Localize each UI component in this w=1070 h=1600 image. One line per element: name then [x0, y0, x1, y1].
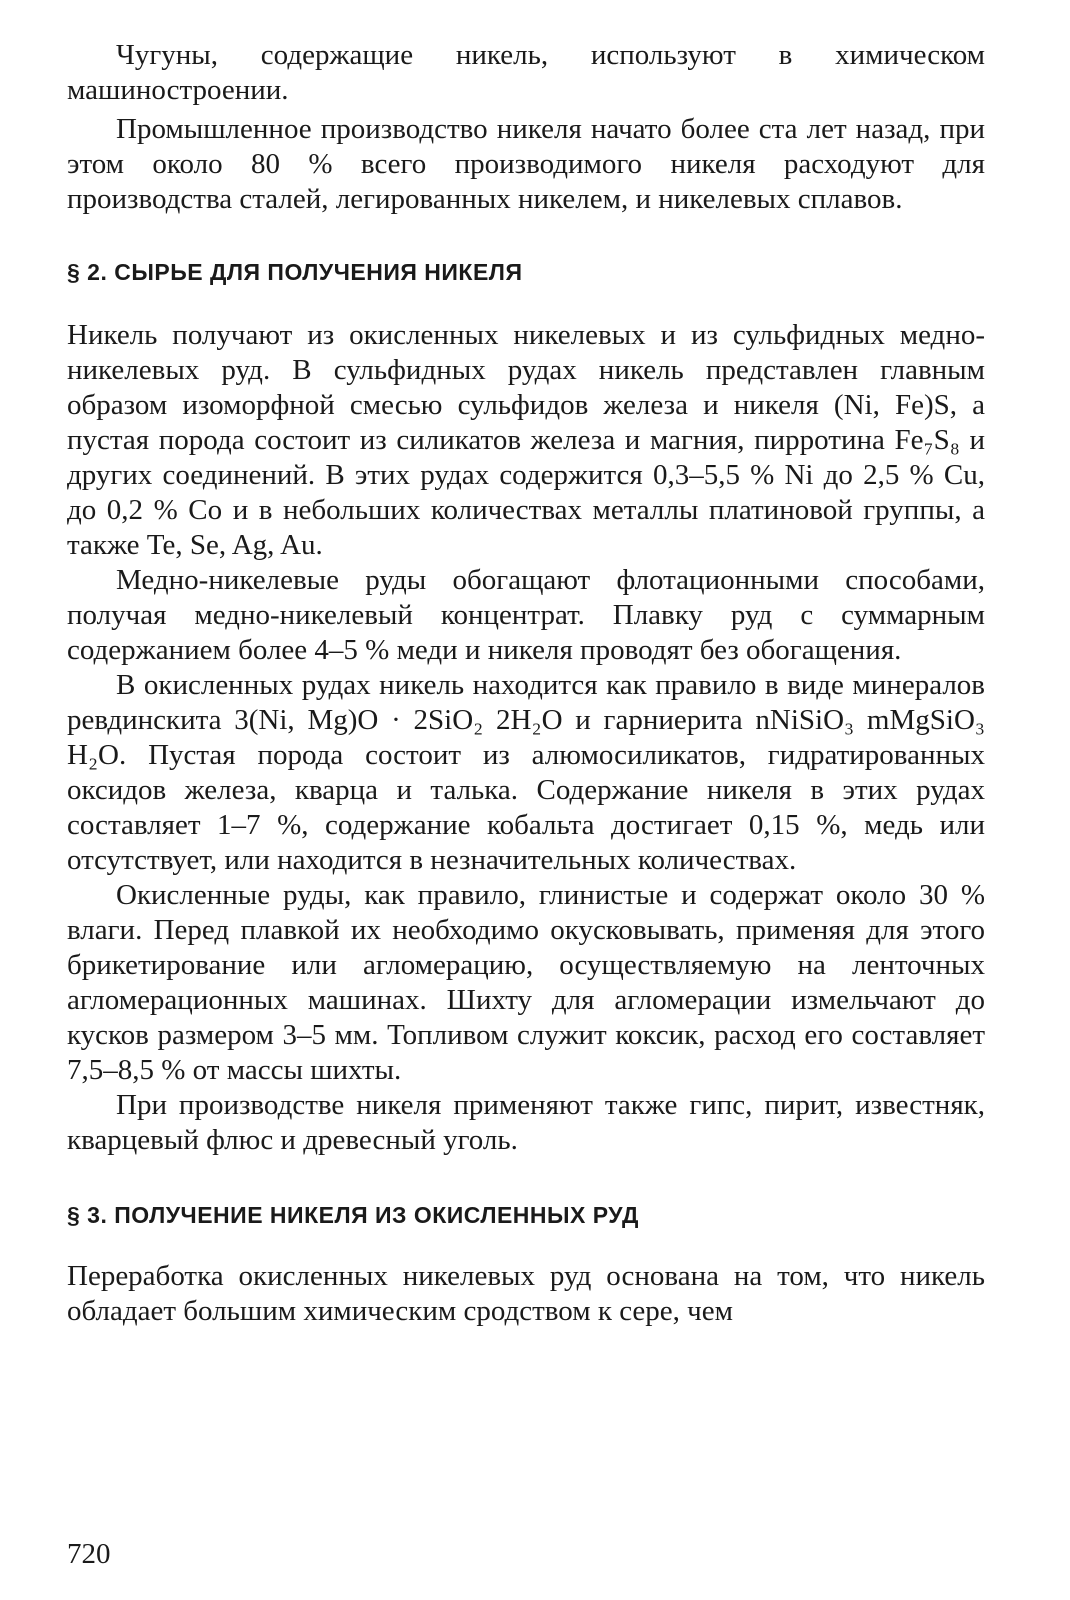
paragraph-cast-iron: Чугуны, содержащие никель, используют в химическом машиностроении. [67, 39, 985, 106]
paragraph-industrial-production: Промышленное производство никеля начато более ста лет назад, при этом около 80 % всего производимого никеля расходуют для производства сталей, легированных никелем, и никелевых сплавов. [67, 113, 985, 215]
paragraph-oxidized-ores: В окисленных рудах никель находится как правило в виде минералов ревдинскита 3(Ni, Mg)O · 2SiO₂ 2H₂O и гарниерита nNiSiO₃ mMgSiO₃ H₂O. Пустая порода состоит из алюмосиликатов, гидратированных оксидов железа, кварца и талька. Содержание никеля в этих рудах составляет 1–7 %, содержание кобальта достигает 0,15 %, медь или отсутствует, или находится в незначительных количествах. [67, 669, 985, 876]
paragraph-ores: Никель получают из окисленных никелевых и из сульфидных медно-никелевых руд. В сульфидных рудах никель представлен главным образом изоморфной смесью сульфидов железа и никеля (Ni, Fe)S, а пустая порода состоит из силикатов железа и магния, пирротина Fe₇S₈ и других соединений. В этих рудах содержится 0,3–5,5 % Ni до 2,5 % Cu, до 0,2 % Co и в небольших количествах металлы платиновой группы, а также Te, Se, Ag, Au. [67, 319, 985, 561]
page-number: 720 [67, 1538, 111, 1570]
paragraph-agglomeration: Окисленные руды, как правило, глинистые и содержат около 30 % влаги. Перед плавкой их необходимо окусковывать, применяя для этого брикетирование или агломерацию, осуществляемую на ленточных агломерационных машинах. Шихту для агломерации измельчают до кусков размером 3–5 мм. Топливом служит коксик, расход его составляет 7,5–8,5 % от массы шихты. [67, 879, 985, 1086]
paragraph-processing: Переработка окисленных никелевых руд основана на том, что никель обладает большим химическим сродством к сере, чем [67, 1260, 985, 1327]
section-heading-oxidized-ores-processing: § 3. ПОЛУЧЕНИЕ НИКЕЛЯ ИЗ ОКИСЛЕННЫХ РУД [67, 1202, 639, 1228]
paragraph-beneficiation: Медно-никелевые руды обогащают флотационными способами, получая медно-никелевый концентрат. Плавку руд с суммарным содержанием более 4–5 % меди и никеля проводят без обогащения. [67, 564, 985, 666]
paragraph-additives: При производстве никеля применяют также гипс, пирит, известняк, кварцевый флюс и древесный уголь. [67, 1089, 985, 1156]
page-body [67, 38, 985, 1329]
section-heading-raw-materials: § 2. СЫРЬЕ ДЛЯ ПОЛУЧЕНИЯ НИКЕЛЯ [67, 259, 523, 285]
